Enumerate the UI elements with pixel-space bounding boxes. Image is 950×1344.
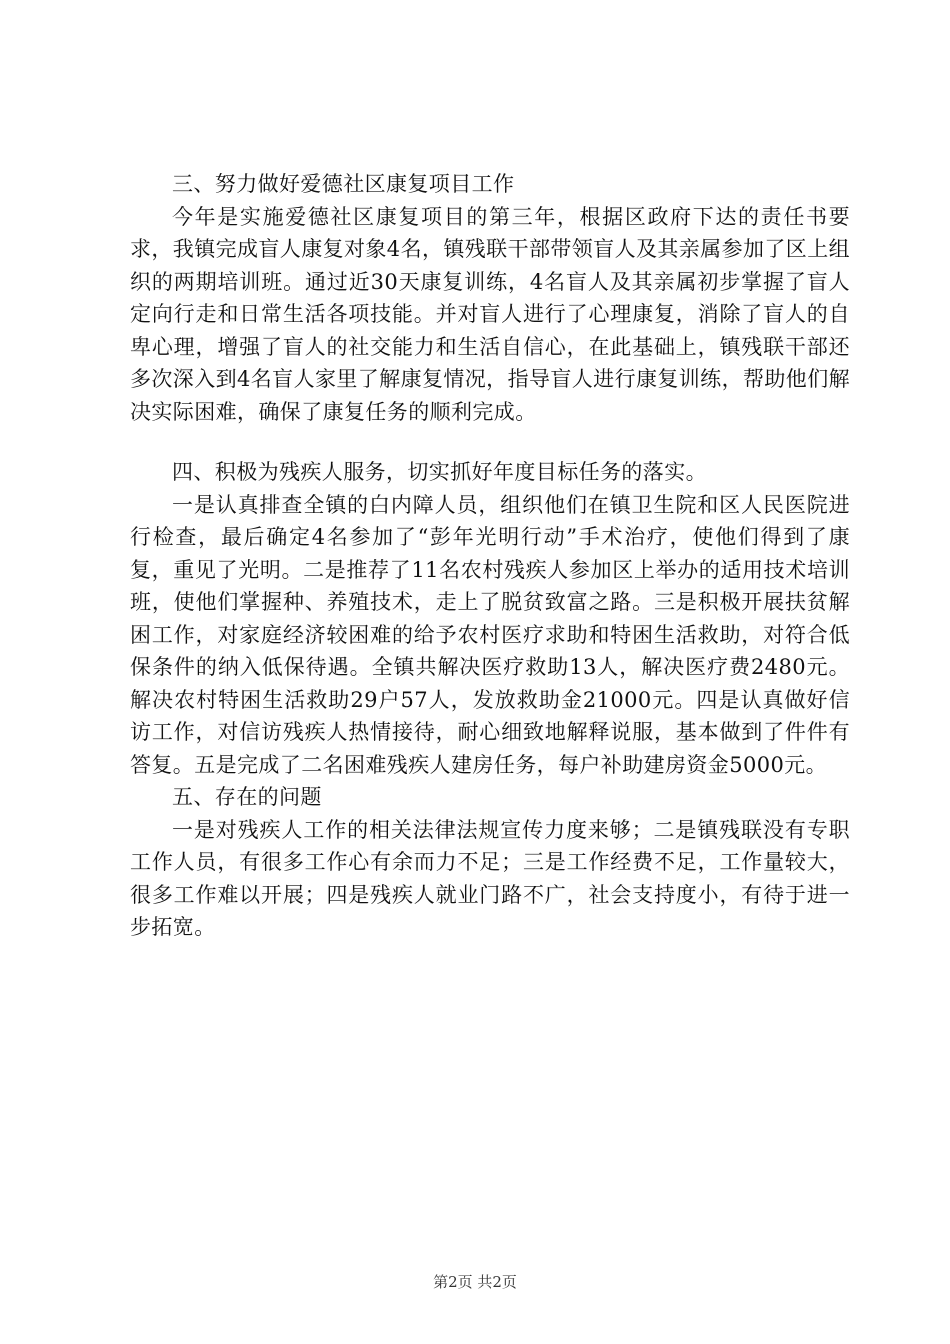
section-disabled-services (130, 456, 850, 781)
section-heading: 五、存在的问题 (172, 785, 322, 809)
section-paragraph: 一是认真排查全镇的白内障人员，组织他们在镇卫生院和区人民医院进行检查，最后确定4名参加了“彭年光明行动”手术治疗，使他们得到了康复，重见了光明。二是推荐了11名农村残疾人参加区上举办的适用技术培训班，使他们掌握种、养殖技术，走上了脱贫致富之路。三是积极开展扶贫解困工作，对家庭经济较困难的给予农村医疗求助和特困生活救助，对符合低保条件的纳入低保待遇。全镇共解决医疗救助13人，解决医疗费2480元。解决农村特困生活救助29户57人，发放救助金21000元。四是认真做好信访工作，对信访残疾人热情接待，耐心细致地解释说服，基本做到了件件有答复。五是完成了二名困难残疾人建房任务，每户补助建房资金5000元。 (130, 492, 850, 777)
section-paragraph: 今年是实施爱德社区康复项目的第三年，根据区政府下达的责任书要求，我镇完成盲人康复对象4名，镇残联干部带领盲人及其亲属参加了区上组织的两期培训班。通过近30天康复训练，4名盲人及其亲属初步掌握了盲人定向行走和日常生活各项技能。并对盲人进行了心理康复，消除了盲人的自卑心理，增强了盲人的社交能力和生活自信心，在此基础上，镇残联干部还多次深入到4名盲人家里了解康复情况，指导盲人进行康复训练，帮助他们解决实际困难，确保了康复任务的顺利完成。 (130, 204, 850, 424)
section-existing-problems (130, 781, 850, 944)
section-heading: 四、积极为残疾人服务，切实抓好年度目标任务的落实。 (172, 460, 707, 484)
section-heading: 三、努力做好爱德社区康复项目工作 (172, 172, 515, 196)
page-number-footer: 第2页 共2页 (433, 1273, 517, 1291)
document-body (130, 168, 850, 944)
section-spacer (130, 428, 850, 456)
section-paragraph: 一是对残疾人工作的相关法律法规宣传力度来够；二是镇残联没有专职工作人员，有很多工作心有余而力不足；三是工作经费不足，工作量较大，很多工作难以开展；四是残疾人就业门路不广，社会支持度小，有待于进一步拓宽。 (130, 817, 850, 939)
section-rehabilitation-project (130, 168, 850, 428)
